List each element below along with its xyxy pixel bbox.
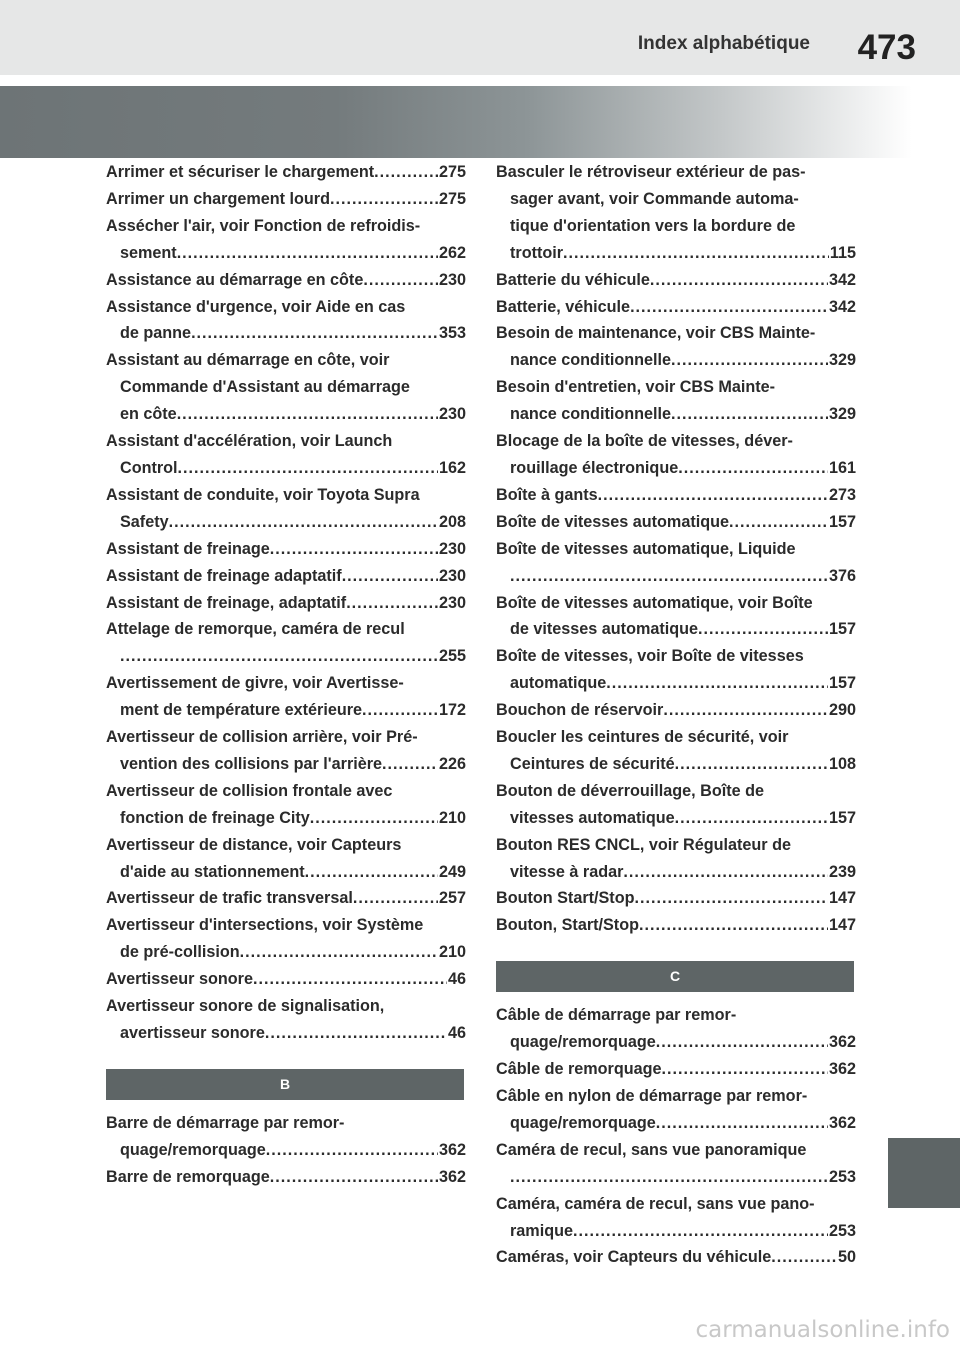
dot-leader bbox=[623, 859, 828, 886]
entry-text: Boucler les ceintures de sécurité, voir bbox=[496, 728, 789, 747]
dot-leader bbox=[598, 482, 828, 509]
entry-page-number: 342 bbox=[828, 270, 856, 289]
entry-text: Assistance au démarrage en côte bbox=[106, 270, 364, 289]
entry-text: Câble de remorquage bbox=[496, 1060, 662, 1079]
dot-leader bbox=[510, 563, 828, 590]
index-entry bbox=[106, 294, 466, 348]
entry-text: sement bbox=[120, 243, 177, 262]
index-column-left bbox=[106, 159, 466, 1191]
entries-list-c bbox=[496, 1002, 856, 1271]
index-entry bbox=[106, 885, 466, 912]
index-entry bbox=[106, 724, 466, 778]
entry-text: Caméras, voir Capteurs du véhicule bbox=[496, 1248, 772, 1267]
dot-leader bbox=[662, 1056, 828, 1083]
section-title: Index alphabétique bbox=[637, 33, 810, 54]
index-entry bbox=[496, 1191, 856, 1245]
dot-leader bbox=[330, 186, 438, 213]
dot-leader bbox=[253, 966, 447, 993]
dot-leader bbox=[346, 590, 438, 617]
entry-text: Boîte à gants bbox=[496, 485, 598, 504]
entry-page-number: 230 bbox=[438, 270, 466, 289]
entry-page-number: 157 bbox=[828, 512, 856, 531]
index-entry bbox=[496, 832, 856, 886]
entry-text: vention des collisions par l'arrière bbox=[120, 754, 383, 773]
entry-page-number: 226 bbox=[438, 754, 466, 773]
entry-page-number: 257 bbox=[438, 889, 466, 908]
index-entry bbox=[106, 186, 466, 213]
entry-text: Câble de démarrage par remor- bbox=[496, 1006, 737, 1025]
entry-page-number: 353 bbox=[438, 324, 466, 343]
entry-text: nance conditionnelle bbox=[510, 405, 671, 424]
entry-page-number: 115 bbox=[829, 243, 856, 262]
entry-page-number: 50 bbox=[837, 1248, 856, 1267]
entry-text: Assistant de conduite, voir Toyota Supra bbox=[106, 485, 420, 504]
entry-page-number: 157 bbox=[828, 674, 856, 693]
index-entry bbox=[496, 590, 856, 644]
entry-text: Avertisseur de collision frontale avec bbox=[106, 781, 393, 800]
dot-leader bbox=[305, 859, 438, 886]
entry-text: Ceintures de sécurité bbox=[510, 754, 675, 773]
entry-text: sager avant, voir Commande automa- bbox=[510, 189, 799, 208]
entry-text: Barre de démarrage par remor- bbox=[106, 1113, 345, 1132]
index-entry bbox=[106, 536, 466, 563]
entry-page-number: 329 bbox=[828, 351, 856, 370]
entry-page-number: 172 bbox=[438, 701, 466, 720]
index-entry bbox=[106, 993, 466, 1047]
entry-text: Batterie du véhicule bbox=[496, 270, 650, 289]
index-entry bbox=[106, 563, 466, 590]
entry-text: de panne bbox=[120, 324, 192, 343]
index-entry bbox=[496, 912, 856, 939]
index-entry bbox=[106, 832, 466, 886]
index-entry bbox=[496, 1083, 856, 1137]
entry-text: Caméra, caméra de recul, sans vue pano- bbox=[496, 1194, 815, 1213]
chapter-thumb-tab bbox=[888, 1138, 960, 1208]
entry-text: Assistant de freinage adaptatif bbox=[106, 566, 342, 585]
entry-page-number: 46 bbox=[447, 970, 466, 989]
entry-page-number: 208 bbox=[438, 512, 466, 531]
index-entry bbox=[106, 590, 466, 617]
dot-leader bbox=[563, 240, 829, 267]
entry-page-number: 362 bbox=[438, 1167, 466, 1186]
entry-text: Bouton RES CNCL, voir Régulateur de bbox=[496, 835, 791, 854]
dot-leader bbox=[573, 1218, 828, 1245]
dot-leader bbox=[177, 240, 438, 267]
index-entry bbox=[496, 509, 856, 536]
entry-page-number: 329 bbox=[828, 405, 856, 424]
index-column-right bbox=[496, 159, 856, 1271]
entry-text: Assistant de freinage bbox=[106, 539, 270, 558]
entries-list-b bbox=[106, 1110, 466, 1191]
entry-text: Commande d'Assistant au démarrage bbox=[120, 378, 410, 397]
entry-text: Avertisseur sonore bbox=[106, 970, 253, 989]
entry-text: quage/remorquage bbox=[510, 1113, 656, 1132]
entry-text: Avertisseur de distance, voir Capteurs bbox=[106, 835, 402, 854]
entry-page-number: 362 bbox=[828, 1060, 856, 1079]
entry-text: Avertisseur d'intersections, voir Système bbox=[106, 916, 424, 935]
index-entry bbox=[106, 1164, 466, 1191]
dot-leader bbox=[671, 347, 828, 374]
entry-page-number: 376 bbox=[828, 566, 856, 585]
entry-text: Besoin de maintenance, voir CBS Mainte- bbox=[496, 324, 816, 343]
index-entry bbox=[496, 294, 856, 321]
entry-text: nance conditionnelle bbox=[510, 351, 671, 370]
entry-page-number: 161 bbox=[828, 458, 856, 477]
dot-leader bbox=[663, 697, 828, 724]
dot-leader bbox=[630, 294, 828, 321]
entry-text: Boîte de vitesses automatique bbox=[496, 512, 729, 531]
entry-text: Assistant au démarrage en côte, voir bbox=[106, 351, 390, 370]
entry-text: Boîte de vitesses, voir Boîte de vitesses bbox=[496, 647, 804, 666]
entry-page-number: 147 bbox=[828, 916, 856, 935]
entry-text: Assistant d'accélération, voir Launch bbox=[106, 432, 393, 451]
dot-leader bbox=[374, 159, 438, 186]
index-entry bbox=[106, 912, 466, 966]
entry-text: en côte bbox=[120, 405, 177, 424]
index-entry bbox=[496, 1137, 856, 1191]
entry-text: Avertissement de givre, voir Avertisse- bbox=[106, 674, 404, 693]
index-entry bbox=[496, 159, 856, 267]
entry-text: de vitesses automatique bbox=[510, 620, 699, 639]
index-entry bbox=[496, 885, 856, 912]
entry-text: Safety bbox=[120, 512, 169, 531]
entry-text: Boîte de vitesses automatique, voir Boîte bbox=[496, 593, 813, 612]
entry-page-number: 262 bbox=[438, 243, 466, 262]
entry-text: de pré-collision bbox=[120, 943, 240, 962]
dot-leader bbox=[698, 616, 828, 643]
entry-text: Avertisseur de trafic transversal bbox=[106, 889, 353, 908]
index-entry bbox=[496, 374, 856, 428]
entry-page-number: 362 bbox=[828, 1113, 856, 1132]
entry-page-number: 210 bbox=[438, 808, 466, 827]
entry-text: Assistance d'urgence, voir Aide en cas bbox=[106, 297, 406, 316]
entry-text: Barre de remorquage bbox=[106, 1167, 270, 1186]
entry-page-number: 239 bbox=[828, 862, 856, 881]
entry-text: Blocage de la boîte de vitesses, déver- bbox=[496, 432, 793, 451]
entry-page-number: 230 bbox=[438, 593, 466, 612]
index-entry bbox=[106, 347, 466, 428]
entry-page-number: 157 bbox=[828, 808, 856, 827]
entry-text: Arrimer un chargement lourd bbox=[106, 189, 330, 208]
page-number: 473 bbox=[857, 28, 916, 67]
entries-list-b-continued bbox=[496, 159, 856, 939]
entry-page-number: 249 bbox=[438, 862, 466, 881]
section-header-b: B bbox=[106, 1069, 464, 1100]
entry-text: ment de température extérieure bbox=[120, 701, 363, 720]
dot-leader bbox=[120, 643, 438, 670]
entry-page-number: 46 bbox=[447, 1024, 466, 1042]
watermark: carmanualsonline.info bbox=[695, 1317, 950, 1343]
entry-page-number: 362 bbox=[828, 1033, 856, 1052]
section-header-c: C bbox=[496, 961, 854, 992]
entry-page-number: 362 bbox=[438, 1140, 466, 1159]
index-entry bbox=[496, 1056, 856, 1083]
entry-page-number: 275 bbox=[438, 189, 466, 208]
dot-leader bbox=[270, 536, 438, 563]
entry-text: Besoin d'entretien, voir CBS Mainte- bbox=[496, 378, 776, 397]
entry-text: Assécher l'air, voir Fonction de refroidis- bbox=[106, 216, 421, 235]
entry-page-number: 290 bbox=[828, 701, 856, 720]
dot-leader bbox=[270, 1164, 438, 1191]
index-entry bbox=[496, 536, 856, 590]
dot-leader bbox=[729, 509, 828, 536]
index-entry bbox=[496, 482, 856, 509]
entry-text: vitesses automatique bbox=[510, 808, 675, 827]
entry-page-number: 162 bbox=[438, 458, 466, 477]
entry-text: Bouchon de réservoir bbox=[496, 701, 664, 720]
index-entry bbox=[106, 482, 466, 536]
index-entry bbox=[496, 428, 856, 482]
index-entry bbox=[496, 643, 856, 697]
entry-text: avertisseur sonore bbox=[120, 1024, 265, 1042]
dot-leader bbox=[265, 1020, 447, 1047]
index-entry bbox=[106, 159, 466, 186]
entry-text: rouillage électronique bbox=[510, 458, 679, 477]
entry-page-number: 253 bbox=[828, 1167, 856, 1186]
dot-leader bbox=[510, 1164, 828, 1191]
entry-text: Câble en nylon de démarrage par remor- bbox=[496, 1087, 808, 1105]
dot-leader bbox=[169, 509, 438, 536]
entry-text: trottoir bbox=[510, 243, 564, 262]
entry-page-number: 255 bbox=[438, 647, 466, 666]
index-entry bbox=[106, 428, 466, 482]
dot-leader bbox=[178, 455, 438, 482]
entry-page-number: 275 bbox=[438, 163, 466, 181]
entry-page-number: 210 bbox=[438, 943, 466, 962]
dot-leader bbox=[650, 267, 828, 294]
dot-leader bbox=[656, 1029, 828, 1056]
index-entry bbox=[496, 778, 856, 832]
dot-leader bbox=[656, 1110, 828, 1137]
page-header bbox=[0, 0, 960, 75]
entry-text: tique d'orientation vers la bordure de bbox=[510, 216, 796, 235]
entry-text: Arrimer et sécuriser le chargement bbox=[106, 163, 375, 181]
entry-text: Assistant de freinage, adaptatif bbox=[106, 593, 347, 612]
dot-leader bbox=[671, 401, 828, 428]
entry-page-number: 273 bbox=[828, 485, 856, 504]
entry-text: Basculer le rétroviseur extérieur de pas- bbox=[496, 163, 806, 181]
index-entry bbox=[106, 213, 466, 267]
entry-text: d'aide au stationnement bbox=[120, 862, 305, 881]
index-entry bbox=[496, 697, 856, 724]
index-entry bbox=[106, 966, 466, 993]
dot-leader bbox=[342, 563, 438, 590]
index-entry bbox=[496, 320, 856, 374]
index-entry bbox=[106, 1110, 466, 1164]
dot-leader bbox=[678, 455, 828, 482]
entry-page-number: 108 bbox=[828, 754, 856, 773]
dot-leader bbox=[771, 1244, 837, 1271]
dot-leader bbox=[191, 320, 438, 347]
entry-text: quage/remorquage bbox=[510, 1033, 656, 1052]
entry-text: Avertisseur de collision arrière, voir Pré- bbox=[106, 728, 418, 747]
index-entry bbox=[496, 724, 856, 778]
index-entry bbox=[496, 1244, 856, 1271]
dot-leader bbox=[362, 697, 438, 724]
dot-leader bbox=[310, 805, 438, 832]
entry-text: automatique bbox=[510, 674, 607, 693]
index-entry bbox=[496, 267, 856, 294]
entry-page-number: 253 bbox=[828, 1221, 856, 1240]
dot-leader bbox=[353, 885, 438, 912]
entry-text: Avertisseur sonore de signalisation, bbox=[106, 997, 385, 1016]
entry-page-number: 230 bbox=[438, 566, 466, 585]
entry-text: Batterie, véhicule bbox=[496, 297, 631, 316]
dot-leader bbox=[675, 805, 828, 832]
entry-text: ramique bbox=[510, 1221, 573, 1240]
entries-list-a bbox=[106, 159, 466, 1047]
entry-text: quage/remorquage bbox=[120, 1140, 266, 1159]
entry-text: Caméra de recul, sans vue panoramique bbox=[496, 1140, 807, 1159]
dot-leader bbox=[675, 751, 828, 778]
dot-leader bbox=[266, 1137, 438, 1164]
index-entry bbox=[106, 267, 466, 294]
entry-page-number: 147 bbox=[828, 889, 856, 908]
dot-leader bbox=[382, 751, 438, 778]
dot-leader bbox=[639, 912, 828, 939]
dot-leader bbox=[177, 401, 438, 428]
entry-text: Bouton, Start/Stop bbox=[496, 916, 639, 935]
dot-leader bbox=[606, 670, 828, 697]
entry-page-number: 157 bbox=[828, 620, 856, 639]
index-entry bbox=[106, 670, 466, 724]
header-banner bbox=[0, 86, 960, 158]
dot-leader bbox=[363, 267, 438, 294]
entry-text: Boîte de vitesses automatique, Liquide bbox=[496, 539, 796, 558]
index-entry bbox=[106, 616, 466, 670]
entry-text: Bouton Start/Stop bbox=[496, 889, 635, 908]
dot-leader bbox=[634, 885, 828, 912]
index-entry bbox=[106, 778, 466, 832]
dot-leader bbox=[240, 939, 438, 966]
entry-page-number: 230 bbox=[438, 405, 466, 424]
entry-text: fonction de freinage City bbox=[120, 808, 310, 827]
entry-text: Bouton de déverrouillage, Boîte de bbox=[496, 781, 765, 800]
entry-text: vitesse à radar bbox=[510, 862, 624, 881]
entry-text: Attelage de remorque, caméra de recul bbox=[106, 620, 405, 639]
index-entry bbox=[496, 1002, 856, 1056]
entry-text: Control bbox=[120, 458, 178, 477]
entry-page-number: 230 bbox=[438, 539, 466, 558]
entry-page-number: 342 bbox=[828, 297, 856, 316]
